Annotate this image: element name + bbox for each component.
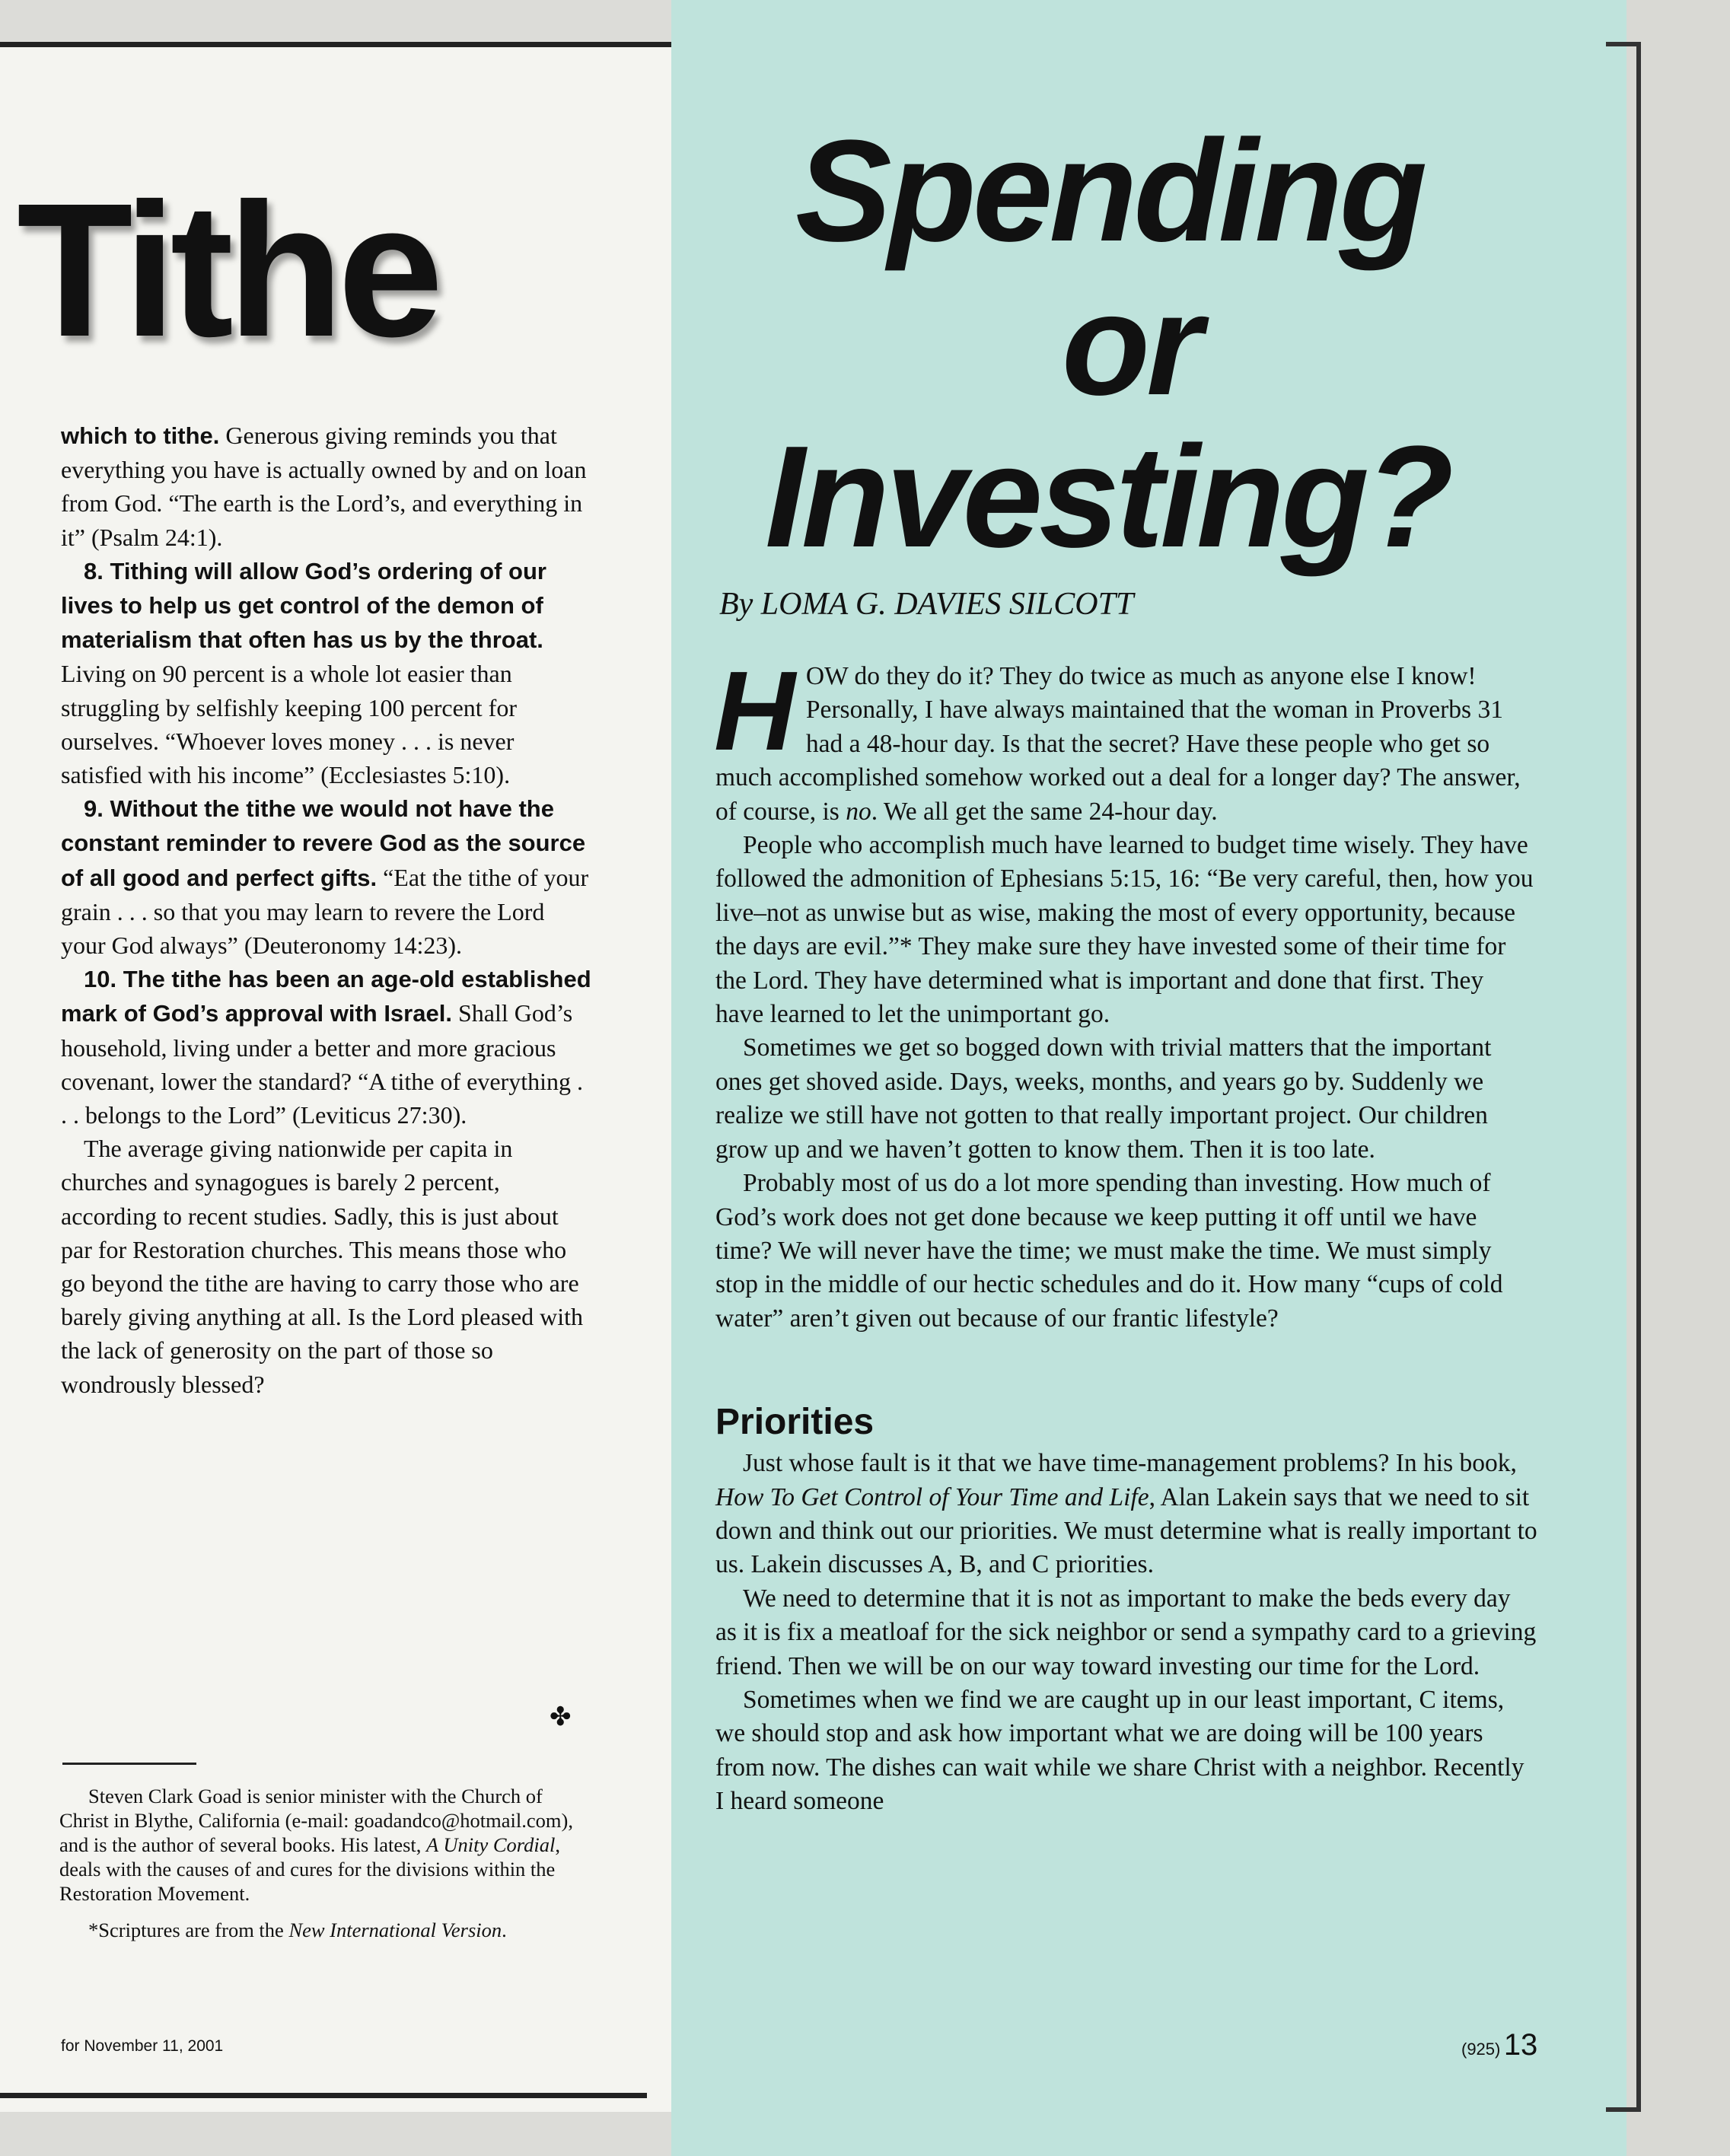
bio-text-end: , deals with the causes of and cures for the divisions within the Restoration Movement. xyxy=(59,1833,560,1905)
paragraph-2: People who accomplish much have learned to budget time wisely. They have followed the admonition of Ephesians 5:15, 16: “Be very careful, then, how you live–not as unwise but as wise, making the most of every opportunity, because the days are evil.”* They make sure they have invested some of their time for the Lord. They have determined what is important and done that first. They have learned to let the unimportant go. xyxy=(715,831,1534,1029)
drop-cap: H xyxy=(714,648,795,774)
priorities-subhead: Priorities xyxy=(715,1402,875,1443)
bold-lead: which to tithe. xyxy=(61,422,220,449)
closing-paragraph: The average giving nationwide per capita in churches and synagogues is barely 2 percent, according to recent studies. Sadly, this is just about par for Restoration churches. This means those who go beyond the tithe are having to carry those who are barely giving anything at all. Is the Lord pleased with the lack of generosity on the part of those so wondrously blessed? xyxy=(61,1135,584,1398)
bold-lead: 10. The tithe has been an age-old established mark of God’s approval with Israel. xyxy=(61,966,591,1027)
bracket-bottom xyxy=(1606,2107,1636,2112)
title-line-investing: Investing? xyxy=(765,416,1451,578)
bio-book-title: A Unity Cordial xyxy=(426,1833,556,1856)
article-title xyxy=(0,110,1730,586)
paragraph-text: Generous giving reminds you that everything you have is actually owned by and on loan from God. “The earth is the Lord’s, and everything in it” (Psalm 24:1). xyxy=(61,422,587,551)
end-of-article-icon: ✤ xyxy=(550,1703,572,1731)
top-rule xyxy=(0,42,671,47)
bracket-top xyxy=(1606,42,1636,46)
point-10 xyxy=(61,962,594,1132)
point-8 xyxy=(61,554,594,791)
page-number: 13 xyxy=(1503,2028,1538,2062)
issue-date-footer: for November 11, 2001 xyxy=(61,2037,224,2055)
footnote-rule xyxy=(62,1763,196,1765)
opening-paragraph xyxy=(714,648,1537,829)
paragraph-5 xyxy=(715,1447,1537,1582)
paragraph-text: Just whose fault is it that we have time-management problems? In his book, xyxy=(743,1449,1517,1478)
paragraph-3: Sometimes we get so bogged down with trivial matters that the important ones get shoved aside. Days, weeks, months, and years go by. Suddenly we realize we still have not gotten to that really important project. Our children grow up and we haven’t gotten to know them. Then it is too late. xyxy=(715,1033,1492,1164)
paragraph-4: Probably most of us do a lot more spending than investing. How much of God’s work does not get done because we keep putting it off until we have time? We will never have the time; we must make the time. We must simply stop in the middle of our hectic schedules and do it. How many “cups of cold water” aren’t given out because of our frantic lifestyle? xyxy=(715,1169,1503,1333)
page-number-footer xyxy=(1461,2028,1537,2062)
tithe-heading: Tithe xyxy=(17,164,438,376)
bold-lead: 9. Without the tithe we would not have the constant reminder to revere God as the source of all good and perfect gifts. xyxy=(61,795,586,891)
paragraph-text: Living on 90 percent is a whole lot easier than struggling by selfishly keeping 100 percent for ourselves. “Whoever loves money . . . is never satisfied with his income” (Ecclesiastes 5:10). xyxy=(61,660,517,789)
author-bio xyxy=(59,1784,585,1942)
spending-article-text xyxy=(714,648,1537,1819)
note-text: *Scriptures are from the xyxy=(88,1919,289,1941)
paragraph-text-end: , Alan Lakein says that we need to sit down and think out our priorities. We must determine what is really important to us. Lakein discusses A, B, and C priorities. xyxy=(715,1482,1537,1579)
bottom-rule xyxy=(0,2093,647,2098)
paragraph-text: Shall God’s household, living under a better and more gracious covenant, lower the standard? “A tithe of everything . . . belongs to the Lord” (Leviticus 27:30). xyxy=(61,999,583,1129)
paragraph-text: “Eat the tithe of your grain . . . so that you may learn to revere the Lord your God always” (Deuteronomy 14:23). xyxy=(61,863,589,960)
scripture-note xyxy=(59,1918,585,1942)
paragraph-7: Sometimes when we find we are caught up in our least important, C items, we should stop and ask how important what we are doing will be 100 years from now. The dishes can wait while we share Christ with a neighbor. Recently I heard someone xyxy=(715,1685,1525,1816)
note-end: . xyxy=(502,1919,507,1941)
bio-text: Steven Clark Goad is senior minister with the Church of Christ in Blythe, California (e-mail: goadandco@hotmail.com), and is the author of several books. His latest, xyxy=(59,1785,573,1856)
title-line-or: or xyxy=(1062,264,1199,425)
paragraph-text: OW do they do it? They do twice as much as anyone else I know! Personally, I have always maintained that the woman in Proverbs 31 had a 48-hour day. Is that the secret? Have these people who get so much accomplished somehow worked out a deal for a longer day? The answer, of course, is xyxy=(715,662,1521,826)
byline: By LOMA G. DAVIES SILCOTT xyxy=(719,587,1134,622)
bold-lead: 8. Tithing will allow God’s ordering of our lives to help us get control of the demon of materialism that often has us by the throat. xyxy=(61,557,546,654)
emphasis: no xyxy=(846,797,871,826)
bio-paragraph xyxy=(59,1784,585,1906)
point-9 xyxy=(61,791,594,962)
paragraph-6: We need to determine that it is not as important to make the beds every day as it is fix a meatloaf for the sick neighbor or send a sympathy card to a grieving friend. Then we will be on our way toward investing our time for the Lord. xyxy=(715,1584,1537,1680)
page-code: (925) xyxy=(1461,2040,1501,2059)
title-line-spending: Spending xyxy=(795,110,1424,272)
paragraph-text-end: . We all get the same 24-hour day. xyxy=(871,797,1218,826)
book-title: How To Get Control of Your Time and Life xyxy=(715,1482,1149,1511)
note-version: New International Version xyxy=(288,1919,502,1941)
